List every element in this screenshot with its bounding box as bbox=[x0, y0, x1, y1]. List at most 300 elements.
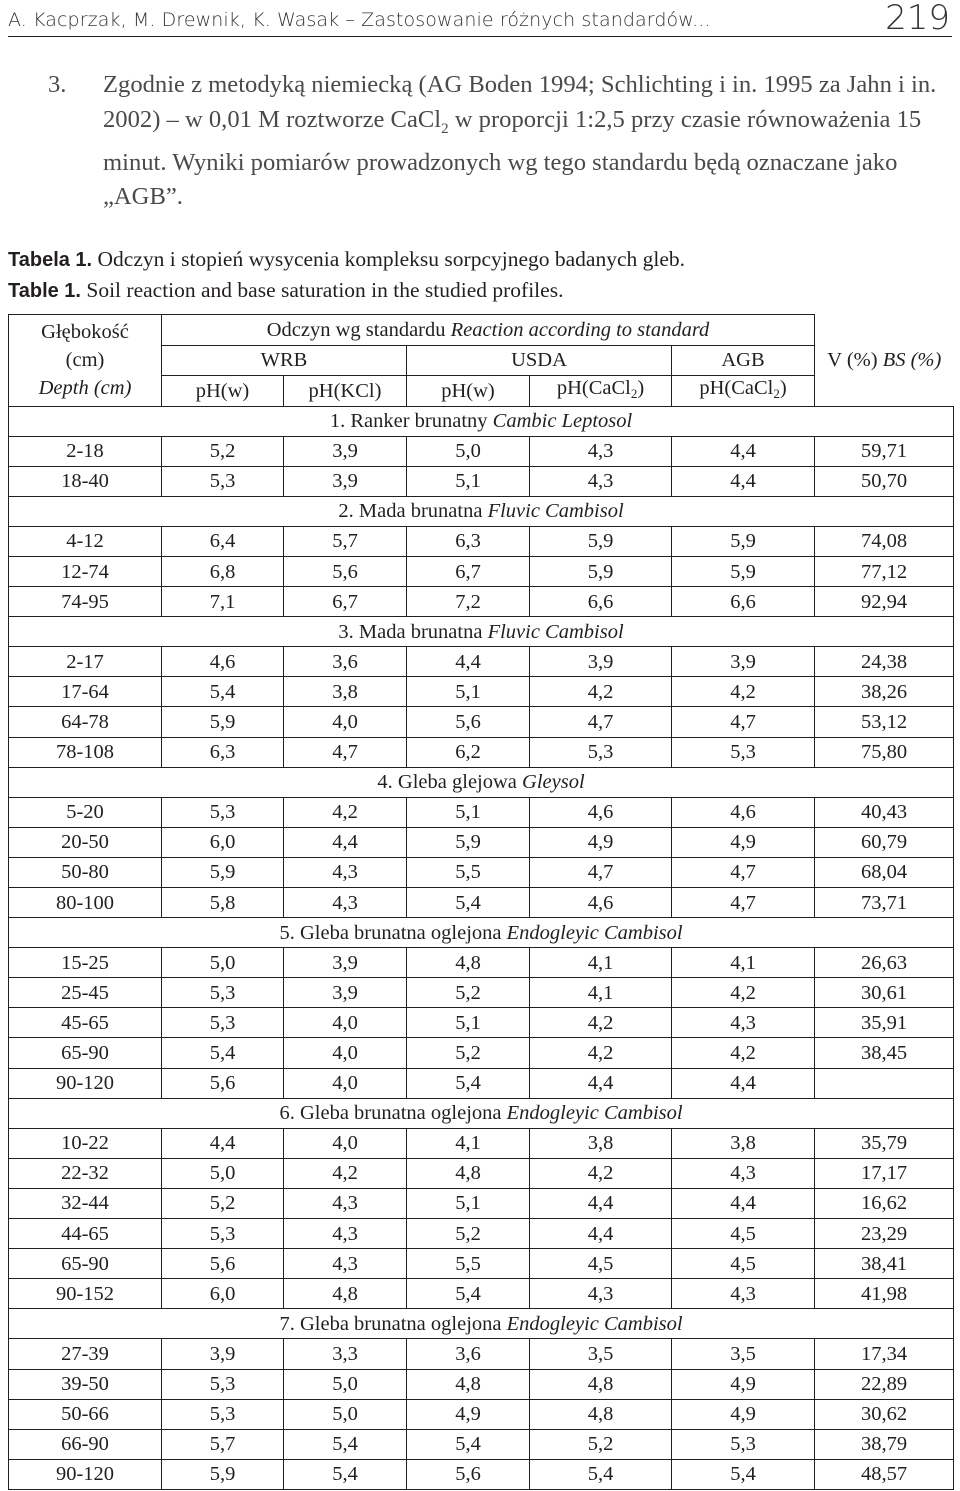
usda-ph-w-cell: 3,6 bbox=[407, 1339, 530, 1369]
depth-header-en: Depth (cm) bbox=[38, 377, 132, 400]
table-row bbox=[9, 466, 954, 496]
section-header-row bbox=[9, 406, 954, 436]
depth-header-unit: (cm) bbox=[65, 349, 105, 372]
usda-ph-cacl2-cell: 4,9 bbox=[530, 827, 672, 857]
usda-ph-cacl2-cell: 4,4 bbox=[530, 1068, 672, 1098]
table-row bbox=[9, 1249, 954, 1279]
base-saturation-cell: 77,12 bbox=[815, 556, 954, 586]
base-saturation-cell: 73,71 bbox=[815, 888, 954, 918]
usda-ph-w-cell: 7,2 bbox=[407, 587, 530, 617]
section-title bbox=[9, 1309, 954, 1339]
agb-ph-cacl2-cell: 5,9 bbox=[672, 526, 815, 556]
depth-cell: 18-40 bbox=[9, 466, 162, 496]
wrb-ph-kcl-cell: 3,9 bbox=[284, 466, 407, 496]
base-saturation-cell: 23,29 bbox=[815, 1219, 954, 1249]
usda-ph-w-cell: 5,4 bbox=[407, 1279, 530, 1309]
base-saturation-cell: 38,26 bbox=[815, 677, 954, 707]
agb-ph-cacl2-header bbox=[672, 376, 815, 407]
soil-reaction-table bbox=[8, 314, 954, 1490]
usda-ph-w-cell: 5,1 bbox=[407, 677, 530, 707]
wrb-ph-kcl-cell: 4,2 bbox=[284, 797, 407, 827]
usda-ph-cacl2-cell: 4,2 bbox=[530, 677, 672, 707]
usda-ph-cacl2-cell: 5,9 bbox=[530, 526, 672, 556]
depth-cell: 25-45 bbox=[9, 978, 162, 1008]
wrb-ph-w-cell: 5,3 bbox=[162, 1219, 284, 1249]
usda-ph-cacl2-cell: 3,9 bbox=[530, 647, 672, 677]
usda-ph-w-cell: 5,1 bbox=[407, 1188, 530, 1218]
section-title-pl: 5. Gleba brunatna oglejona bbox=[279, 921, 502, 944]
table-row bbox=[9, 436, 954, 466]
section-title-pl: 3. Mada brunatna bbox=[338, 620, 483, 643]
wrb-ph-kcl-cell: 5,7 bbox=[284, 526, 407, 556]
usda-ph-cacl2-cell: 4,6 bbox=[530, 797, 672, 827]
agb-ph-cacl2-cell: 4,1 bbox=[672, 948, 815, 978]
section-title-pl: 4. Gleba glejowa bbox=[377, 771, 517, 794]
table-row bbox=[9, 677, 954, 707]
depth-header-pl: Głębokość bbox=[41, 321, 129, 344]
table-row bbox=[9, 1219, 954, 1249]
usda-ph-w-cell: 5,4 bbox=[407, 888, 530, 918]
agb-ph-cacl2-cell: 4,2 bbox=[672, 677, 815, 707]
base-saturation-cell: 40,43 bbox=[815, 797, 954, 827]
wrb-ph-w-cell: 5,9 bbox=[162, 1459, 284, 1489]
wrb-ph-kcl-cell: 5,0 bbox=[284, 1369, 407, 1399]
section-title-en: Endogleyic Cambisol bbox=[506, 1102, 683, 1125]
base-saturation-cell: 53,12 bbox=[815, 707, 954, 737]
section-title-en: Endogleyic Cambisol bbox=[506, 921, 683, 944]
reaction-header-en: Reaction according to standard bbox=[450, 318, 710, 341]
usda-ph-w-cell: 6,2 bbox=[407, 737, 530, 767]
wrb-ph-kcl-cell: 3,6 bbox=[284, 647, 407, 677]
wrb-ph-w-cell: 5,6 bbox=[162, 1249, 284, 1279]
depth-cell: 17-64 bbox=[9, 677, 162, 707]
agb-ph-cacl2-cell: 4,9 bbox=[672, 1399, 815, 1429]
section-title-en: Cambic Leptosol bbox=[492, 410, 633, 433]
section-title bbox=[9, 406, 954, 436]
wrb-ph-kcl-cell: 3,8 bbox=[284, 677, 407, 707]
table-row bbox=[9, 888, 954, 918]
base-saturation-cell: 74,08 bbox=[815, 526, 954, 556]
depth-cell: 74-95 bbox=[9, 587, 162, 617]
base-saturation-cell: 68,04 bbox=[815, 857, 954, 887]
usda-ph-cacl2-cell: 5,2 bbox=[530, 1429, 672, 1459]
wrb-ph-w-cell: 5,9 bbox=[162, 707, 284, 737]
usda-ph-cacl2-text: pH(CaCl bbox=[556, 376, 631, 399]
wrb-ph-w-cell: 6,8 bbox=[162, 556, 284, 586]
depth-cell: 4-12 bbox=[9, 526, 162, 556]
wrb-ph-kcl-cell: 4,0 bbox=[284, 1008, 407, 1038]
wrb-ph-w-cell: 5,3 bbox=[162, 1008, 284, 1038]
table-row bbox=[9, 1279, 954, 1309]
wrb-ph-kcl-cell: 5,4 bbox=[284, 1459, 407, 1489]
section-title-en: Gleysol bbox=[522, 771, 585, 794]
usda-ph-cacl2-cell: 3,8 bbox=[530, 1128, 672, 1158]
usda-ph-w-cell: 6,3 bbox=[407, 526, 530, 556]
wrb-ph-kcl-cell: 5,0 bbox=[284, 1399, 407, 1429]
usda-ph-cacl2-cell: 4,4 bbox=[530, 1219, 672, 1249]
agb-ph-cacl2-cell: 4,3 bbox=[672, 1279, 815, 1309]
list-item-text-part2: w proporcji 1:2,5 przy czasie równoważenia 15 minut. Wyniki pomiarów prowadzonych wg tego standardu będą oznaczane jako „AGB”. bbox=[103, 105, 922, 211]
usda-ph-cacl2-sub: 2 bbox=[630, 385, 638, 401]
table-row bbox=[9, 556, 954, 586]
depth-cell: 90-120 bbox=[9, 1459, 162, 1489]
depth-cell: 32-44 bbox=[9, 1188, 162, 1218]
agb-ph-cacl2-cell: 3,8 bbox=[672, 1128, 815, 1158]
section-title bbox=[9, 918, 954, 948]
depth-cell: 2-17 bbox=[9, 647, 162, 677]
depth-header bbox=[9, 315, 162, 407]
base-saturation-cell: 30,62 bbox=[815, 1399, 954, 1429]
depth-cell: 12-74 bbox=[9, 556, 162, 586]
usda-ph-cacl2-cell: 4,3 bbox=[530, 1279, 672, 1309]
table-row bbox=[9, 1459, 954, 1489]
wrb-ph-w-cell: 4,6 bbox=[162, 647, 284, 677]
agb-ph-cacl2-cell: 4,7 bbox=[672, 888, 815, 918]
base-saturation-cell: 41,98 bbox=[815, 1279, 954, 1309]
section-header-row bbox=[9, 918, 954, 948]
usda-ph-w-cell: 5,0 bbox=[407, 436, 530, 466]
usda-ph-cacl2-cell: 4,7 bbox=[530, 707, 672, 737]
base-saturation-cell: 38,45 bbox=[815, 1038, 954, 1068]
agb-ph-cacl2-cell: 3,5 bbox=[672, 1339, 815, 1369]
depth-cell: 65-90 bbox=[9, 1249, 162, 1279]
agb-ph-cacl2-sub: 2 bbox=[773, 385, 780, 401]
agb-ph-cacl2-cell: 4,4 bbox=[672, 1068, 815, 1098]
base-saturation-cell: 26,63 bbox=[815, 948, 954, 978]
base-saturation-cell: 38,41 bbox=[815, 1249, 954, 1279]
section-title bbox=[9, 617, 954, 647]
base-saturation-header-pl: V (%) bbox=[827, 349, 878, 371]
table-row bbox=[9, 1008, 954, 1038]
usda-ph-w-cell: 5,2 bbox=[407, 1219, 530, 1249]
agb-ph-cacl2-cell: 5,3 bbox=[672, 737, 815, 767]
usda-ph-w-cell: 5,6 bbox=[407, 707, 530, 737]
list-item-text bbox=[103, 68, 960, 215]
usda-ph-w-cell: 5,2 bbox=[407, 978, 530, 1008]
depth-cell: 50-80 bbox=[9, 857, 162, 887]
depth-cell: 15-25 bbox=[9, 948, 162, 978]
depth-cell: 45-65 bbox=[9, 1008, 162, 1038]
wrb-header: WRB bbox=[162, 345, 407, 376]
list-item-subscript: 2 bbox=[441, 120, 449, 137]
usda-ph-cacl2-header bbox=[530, 376, 672, 407]
depth-cell: 80-100 bbox=[9, 888, 162, 918]
wrb-ph-kcl-cell: 5,4 bbox=[284, 1429, 407, 1459]
wrb-ph-kcl-cell: 3,9 bbox=[284, 948, 407, 978]
usda-ph-w-cell: 5,5 bbox=[407, 857, 530, 887]
wrb-ph-w-cell: 5,2 bbox=[162, 436, 284, 466]
table-caption-en-text: Soil reaction and base saturation in the studied profiles. bbox=[86, 278, 564, 302]
agb-ph-cacl2-close: ) bbox=[779, 376, 787, 399]
agb-ph-cacl2-cell: 4,3 bbox=[672, 1158, 815, 1188]
agb-ph-cacl2-cell: 5,3 bbox=[672, 1429, 815, 1459]
section-title-pl: 6. Gleba brunatna oglejona bbox=[279, 1102, 502, 1125]
wrb-ph-w-cell: 5,0 bbox=[162, 948, 284, 978]
agb-ph-cacl2-cell: 6,6 bbox=[672, 587, 815, 617]
section-header-row bbox=[9, 496, 954, 526]
page-number: 219 bbox=[885, 0, 950, 38]
table-row bbox=[9, 797, 954, 827]
usda-ph-w-cell: 4,8 bbox=[407, 1369, 530, 1399]
base-saturation-cell: 30,61 bbox=[815, 978, 954, 1008]
table-row bbox=[9, 587, 954, 617]
depth-cell: 22-32 bbox=[9, 1158, 162, 1188]
section-header-row bbox=[9, 617, 954, 647]
depth-cell: 90-120 bbox=[9, 1068, 162, 1098]
usda-ph-w-cell: 4,8 bbox=[407, 948, 530, 978]
wrb-ph-kcl-cell: 3,9 bbox=[284, 436, 407, 466]
wrb-ph-w-cell: 5,0 bbox=[162, 1158, 284, 1188]
base-saturation-cell bbox=[815, 1068, 954, 1098]
base-saturation-cell: 16,62 bbox=[815, 1188, 954, 1218]
section-title-en: Fluvic Cambisol bbox=[487, 620, 624, 643]
wrb-ph-w-cell: 5,9 bbox=[162, 857, 284, 887]
agb-ph-cacl2-cell: 4,7 bbox=[672, 707, 815, 737]
usda-ph-cacl2-cell: 4,1 bbox=[530, 978, 672, 1008]
usda-ph-w-cell: 5,2 bbox=[407, 1038, 530, 1068]
depth-cell: 78-108 bbox=[9, 737, 162, 767]
usda-ph-cacl2-cell: 5,3 bbox=[530, 737, 672, 767]
wrb-ph-kcl-cell: 4,3 bbox=[284, 888, 407, 918]
wrb-ph-kcl-cell: 4,0 bbox=[284, 707, 407, 737]
section-header-row bbox=[9, 1098, 954, 1128]
depth-cell: 10-22 bbox=[9, 1128, 162, 1158]
wrb-ph-w-cell: 6,0 bbox=[162, 1279, 284, 1309]
agb-ph-cacl2-cell: 4,9 bbox=[672, 1369, 815, 1399]
section-title-pl: 7. Gleba brunatna oglejona bbox=[279, 1312, 502, 1335]
wrb-ph-w-cell: 5,3 bbox=[162, 1369, 284, 1399]
agb-ph-cacl2-cell: 4,4 bbox=[672, 1188, 815, 1218]
agb-ph-cacl2-cell: 4,5 bbox=[672, 1219, 815, 1249]
wrb-ph-kcl-cell: 4,3 bbox=[284, 1219, 407, 1249]
usda-ph-cacl2-cell: 4,1 bbox=[530, 948, 672, 978]
usda-ph-cacl2-cell: 4,2 bbox=[530, 1008, 672, 1038]
reaction-header-pl: Odczyn wg standardu bbox=[266, 318, 446, 341]
section-header-row bbox=[9, 1309, 954, 1339]
wrb-ph-w-cell: 4,4 bbox=[162, 1128, 284, 1158]
table-row bbox=[9, 526, 954, 556]
wrb-ph-kcl-cell: 4,0 bbox=[284, 1068, 407, 1098]
wrb-ph-kcl-cell: 4,3 bbox=[284, 857, 407, 887]
agb-ph-cacl2-cell: 4,4 bbox=[672, 436, 815, 466]
wrb-ph-w-cell: 6,4 bbox=[162, 526, 284, 556]
wrb-ph-w-cell: 5,3 bbox=[162, 1399, 284, 1429]
wrb-ph-w-cell: 5,3 bbox=[162, 978, 284, 1008]
usda-ph-w-cell: 5,1 bbox=[407, 466, 530, 496]
base-saturation-cell: 35,91 bbox=[815, 1008, 954, 1038]
table-row bbox=[9, 857, 954, 887]
usda-ph-cacl2-cell: 4,2 bbox=[530, 1038, 672, 1068]
usda-ph-cacl2-cell: 4,8 bbox=[530, 1399, 672, 1429]
running-header-authors: A. Kacprzak, M. Drewnik, K. Wasak – Zastosowanie różnych standardów... bbox=[8, 9, 711, 31]
table-row bbox=[9, 1128, 954, 1158]
usda-ph-cacl2-cell: 4,3 bbox=[530, 436, 672, 466]
table-row bbox=[9, 1399, 954, 1429]
usda-ph-w-cell: 4,1 bbox=[407, 1128, 530, 1158]
usda-ph-cacl2-cell: 6,6 bbox=[530, 587, 672, 617]
list-item-text-part1: Zgodnie z metodyką niemiecką (AG Boden 1994; Schlichting i in. 1995 za Jahn i in. 2002) – w 0,01 M roztworze CaCl bbox=[103, 71, 937, 133]
usda-ph-w-cell: 5,4 bbox=[407, 1068, 530, 1098]
table-row bbox=[9, 707, 954, 737]
wrb-ph-w-cell: 5,4 bbox=[162, 1038, 284, 1068]
usda-ph-w-cell: 5,9 bbox=[407, 827, 530, 857]
wrb-ph-kcl-cell: 5,6 bbox=[284, 556, 407, 586]
table-row bbox=[9, 1369, 954, 1399]
base-saturation-cell: 50,70 bbox=[815, 466, 954, 496]
wrb-ph-kcl-header: pH(KCl) bbox=[284, 376, 407, 407]
table-caption-pl-label: Tabela 1. bbox=[8, 249, 93, 271]
base-saturation-cell: 17,34 bbox=[815, 1339, 954, 1369]
usda-ph-cacl2-cell: 4,7 bbox=[530, 857, 672, 887]
table-row bbox=[9, 1158, 954, 1188]
wrb-ph-w-cell: 5,2 bbox=[162, 1188, 284, 1218]
wrb-ph-w-cell: 6,0 bbox=[162, 827, 284, 857]
base-saturation-cell: 24,38 bbox=[815, 647, 954, 677]
base-saturation-cell: 59,71 bbox=[815, 436, 954, 466]
running-header bbox=[8, 0, 952, 37]
section-title bbox=[9, 767, 954, 797]
table-row bbox=[9, 978, 954, 1008]
agb-ph-cacl2-cell: 5,4 bbox=[672, 1459, 815, 1489]
base-saturation-cell: 22,89 bbox=[815, 1369, 954, 1399]
wrb-ph-w-cell: 7,1 bbox=[162, 587, 284, 617]
usda-ph-cacl2-cell: 4,8 bbox=[530, 1369, 672, 1399]
usda-ph-cacl2-cell: 4,4 bbox=[530, 1188, 672, 1218]
agb-ph-cacl2-cell: 5,9 bbox=[672, 556, 815, 586]
section-title bbox=[9, 496, 954, 526]
usda-ph-w-cell: 4,4 bbox=[407, 647, 530, 677]
usda-ph-cacl2-cell: 4,3 bbox=[530, 466, 672, 496]
depth-cell: 44-65 bbox=[9, 1219, 162, 1249]
table-row bbox=[9, 1188, 954, 1218]
wrb-ph-w-cell: 5,4 bbox=[162, 677, 284, 707]
usda-ph-w-cell: 5,1 bbox=[407, 1008, 530, 1038]
usda-ph-w-cell: 5,1 bbox=[407, 797, 530, 827]
usda-ph-w-header: pH(w) bbox=[407, 376, 530, 407]
wrb-ph-w-cell: 5,6 bbox=[162, 1068, 284, 1098]
table-caption-en bbox=[8, 278, 563, 303]
usda-ph-w-cell: 4,9 bbox=[407, 1399, 530, 1429]
usda-ph-cacl2-cell: 4,6 bbox=[530, 888, 672, 918]
table-row bbox=[9, 1429, 954, 1459]
base-saturation-cell: 75,80 bbox=[815, 737, 954, 767]
list-item-number: 3. bbox=[48, 71, 67, 98]
section-title-en: Fluvic Cambisol bbox=[487, 500, 624, 523]
wrb-ph-kcl-cell: 4,3 bbox=[284, 1188, 407, 1218]
wrb-ph-kcl-cell: 4,8 bbox=[284, 1279, 407, 1309]
wrb-ph-kcl-cell: 4,4 bbox=[284, 827, 407, 857]
wrb-ph-w-cell: 5,3 bbox=[162, 466, 284, 496]
depth-cell: 5-20 bbox=[9, 797, 162, 827]
wrb-ph-kcl-cell: 4,0 bbox=[284, 1038, 407, 1068]
usda-ph-cacl2-cell: 4,5 bbox=[530, 1249, 672, 1279]
depth-cell: 65-90 bbox=[9, 1038, 162, 1068]
wrb-ph-kcl-cell: 6,7 bbox=[284, 587, 407, 617]
base-saturation-cell: 60,79 bbox=[815, 827, 954, 857]
table-header-row-1 bbox=[9, 315, 954, 346]
wrb-ph-kcl-cell: 4,3 bbox=[284, 1249, 407, 1279]
wrb-ph-kcl-cell: 4,7 bbox=[284, 737, 407, 767]
usda-ph-cacl2-cell: 5,9 bbox=[530, 556, 672, 586]
wrb-ph-w-cell: 6,3 bbox=[162, 737, 284, 767]
section-header-row bbox=[9, 767, 954, 797]
table-caption-en-label: Table 1. bbox=[8, 280, 81, 302]
agb-ph-cacl2-cell: 4,3 bbox=[672, 1008, 815, 1038]
table-caption-pl bbox=[8, 247, 685, 272]
section-title bbox=[9, 1098, 954, 1128]
table-row bbox=[9, 827, 954, 857]
usda-ph-w-cell: 6,7 bbox=[407, 556, 530, 586]
agb-ph-cacl2-cell: 4,6 bbox=[672, 797, 815, 827]
section-title-pl: 2. Mada brunatna bbox=[338, 500, 483, 523]
table-row bbox=[9, 1038, 954, 1068]
base-saturation-header bbox=[815, 315, 954, 407]
usda-ph-w-cell: 5,5 bbox=[407, 1249, 530, 1279]
section-title-pl: 1. Ranker brunatny bbox=[329, 410, 488, 433]
agb-ph-cacl2-cell: 4,4 bbox=[672, 466, 815, 496]
usda-ph-cacl2-cell: 5,4 bbox=[530, 1459, 672, 1489]
usda-ph-w-cell: 4,8 bbox=[407, 1158, 530, 1188]
wrb-ph-kcl-cell: 4,2 bbox=[284, 1158, 407, 1188]
agb-ph-cacl2-cell: 4,9 bbox=[672, 827, 815, 857]
base-saturation-header-en: BS (%) bbox=[882, 349, 942, 371]
agb-ph-cacl2-cell: 3,9 bbox=[672, 647, 815, 677]
depth-cell: 20-50 bbox=[9, 827, 162, 857]
usda-header: USDA bbox=[407, 345, 672, 376]
wrb-ph-w-cell: 5,7 bbox=[162, 1429, 284, 1459]
base-saturation-cell: 17,17 bbox=[815, 1158, 954, 1188]
wrb-ph-kcl-cell: 3,3 bbox=[284, 1339, 407, 1369]
table-row bbox=[9, 948, 954, 978]
base-saturation-cell: 38,79 bbox=[815, 1429, 954, 1459]
agb-header: AGB bbox=[672, 345, 815, 376]
agb-ph-cacl2-cell: 4,5 bbox=[672, 1249, 815, 1279]
table-row bbox=[9, 737, 954, 767]
table-row bbox=[9, 1339, 954, 1369]
usda-ph-cacl2-cell: 4,2 bbox=[530, 1158, 672, 1188]
usda-ph-cacl2-cell: 3,5 bbox=[530, 1339, 672, 1369]
agb-ph-cacl2-text: pH(CaCl bbox=[699, 376, 774, 399]
base-saturation-cell: 92,94 bbox=[815, 587, 954, 617]
agb-ph-cacl2-cell: 4,2 bbox=[672, 978, 815, 1008]
depth-cell: 66-90 bbox=[9, 1429, 162, 1459]
depth-cell: 90-152 bbox=[9, 1279, 162, 1309]
section-title-en: Endogleyic Cambisol bbox=[506, 1312, 683, 1335]
wrb-ph-kcl-cell: 4,0 bbox=[284, 1128, 407, 1158]
wrb-ph-kcl-cell: 3,9 bbox=[284, 978, 407, 1008]
agb-ph-cacl2-cell: 4,7 bbox=[672, 857, 815, 887]
table-row bbox=[9, 1068, 954, 1098]
base-saturation-cell: 48,57 bbox=[815, 1459, 954, 1489]
wrb-ph-w-header: pH(w) bbox=[162, 376, 284, 407]
depth-cell: 27-39 bbox=[9, 1339, 162, 1369]
agb-ph-cacl2-cell: 4,2 bbox=[672, 1038, 815, 1068]
usda-ph-cacl2-close: ) bbox=[637, 376, 645, 399]
table-caption-pl-text: Odczyn i stopień wysycenia kompleksu sorpcyjnego badanych gleb. bbox=[97, 247, 686, 271]
depth-cell: 2-18 bbox=[9, 436, 162, 466]
table-row bbox=[9, 647, 954, 677]
usda-ph-w-cell: 5,6 bbox=[407, 1459, 530, 1489]
reaction-header bbox=[162, 315, 815, 346]
depth-cell: 64-78 bbox=[9, 707, 162, 737]
wrb-ph-w-cell: 5,8 bbox=[162, 888, 284, 918]
base-saturation-cell: 35,79 bbox=[815, 1128, 954, 1158]
wrb-ph-w-cell: 5,3 bbox=[162, 797, 284, 827]
depth-cell: 39-50 bbox=[9, 1369, 162, 1399]
depth-cell: 50-66 bbox=[9, 1399, 162, 1429]
wrb-ph-w-cell: 3,9 bbox=[162, 1339, 284, 1369]
usda-ph-w-cell: 5,4 bbox=[407, 1429, 530, 1459]
